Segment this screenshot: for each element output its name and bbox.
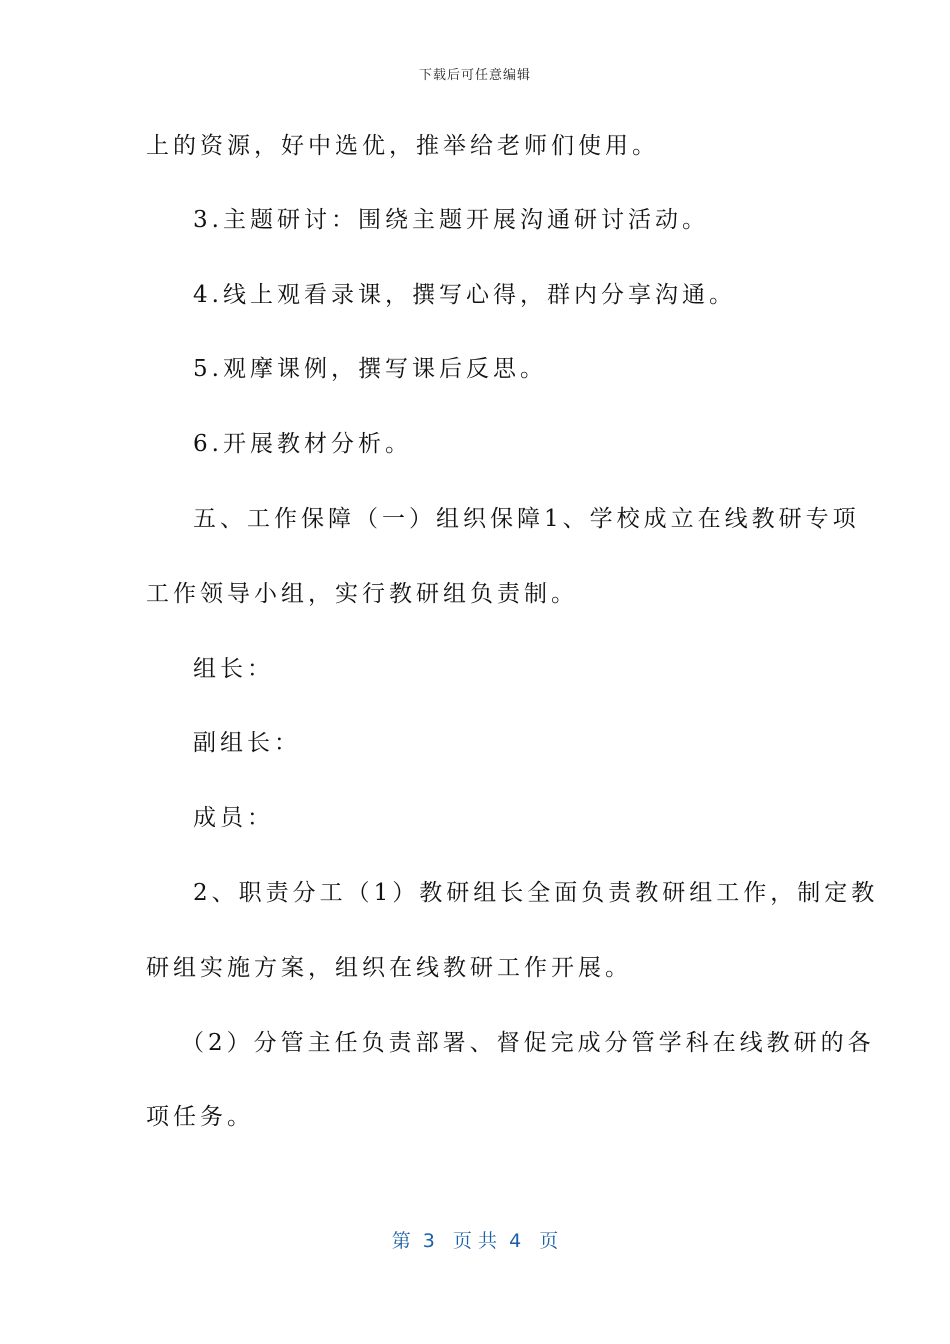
- body-line-continuation: 上的资源，好中选优，推举给老师们使用。: [146, 133, 659, 159]
- deputy-leader-label: 副组长：: [193, 730, 301, 756]
- body-item-3: 3.主题研讨：围绕主题开展沟通研讨活动。: [193, 207, 709, 233]
- page-number-footer: 第 3 页 共 4 页: [391, 1230, 559, 1252]
- body-item-5: 5.观摩课例，撰写课后反思。: [193, 356, 547, 382]
- body-item-4: 4.线上观看录课，撰写心得，群内分享沟通。: [193, 282, 736, 308]
- section-5-heading: 五、工作保障（一）组织保障1、学校成立在线教研专项: [193, 506, 860, 532]
- page-header: 下载后可任意编辑: [418, 68, 531, 83]
- duties-item-2-continuation: 项任务。: [146, 1104, 254, 1130]
- duties-paragraph: 2、职责分工（1）教研组长全面负责教研组工作，制定教: [193, 880, 879, 906]
- members-label: 成员：: [193, 805, 274, 831]
- duties-continuation: 研组实施方案，组织在线教研工作开展。: [146, 955, 632, 981]
- leader-label: 组长：: [193, 656, 274, 682]
- body-item-6: 6.开展教材分析。: [193, 431, 412, 457]
- duties-item-2: （2）分管主任负责部署、督促完成分管学科在线教研的各: [181, 1030, 875, 1056]
- section-5-continuation: 工作领导小组，实行教研组负责制。: [146, 581, 578, 607]
